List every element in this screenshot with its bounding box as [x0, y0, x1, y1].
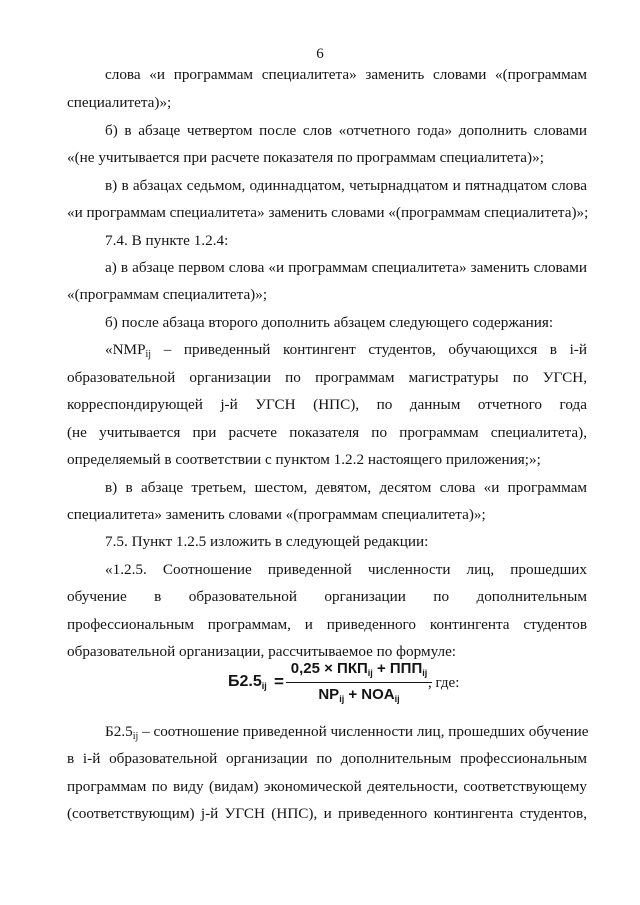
- formula-equals: =: [274, 672, 284, 691]
- paragraph-line: «(не учитывается при расчете показателя по программам специалитета)»;: [67, 149, 544, 166]
- formula-denominator: $NP_{ij} + NOA_{ij}$: [318, 686, 400, 704]
- paragraph-line: [105, 723, 587, 741]
- formula-b2-5: [228, 655, 488, 711]
- paragraph-line: определяемый в соответствии с пунктом 1.2.2 настоящего приложения;»;: [67, 451, 541, 468]
- paragraph-line: в) в абзаце третьем, шестом, девятом, десятом слова «и программам: [105, 479, 587, 496]
- paragraph-line: «и программам специалитета» заменить словами «(программам специалитета)»;: [67, 204, 589, 221]
- formula-lhs: $Б2.5_{ij}$: [228, 673, 267, 691]
- nmp-rest: – приведенный контингент студентов, обучающихся в i-й: [151, 341, 587, 358]
- paragraph-line: специалитета» заменить словами «(программам специалитета)»;: [67, 506, 486, 523]
- paragraph-line: б) в абзаце четвертом после слов «отчетного года» дополнить словами: [105, 122, 587, 139]
- paragraph-line: (не учитывается при расчете показателя по программам специалитета),: [67, 424, 587, 441]
- fraction-bar: [286, 682, 432, 683]
- paragraph-line: а) в абзаце первом слова «и программам специалитета» заменить словами: [105, 259, 587, 276]
- paragraph-line: [105, 341, 587, 359]
- paragraph-line: образовательной организации по программам магистратуры по УГСН,: [67, 369, 587, 386]
- paragraph-line: корреспондирующей j-й УГСН (НПС), по данным отчетного года: [67, 396, 587, 413]
- paragraph-line: «1.2.5. Соотношение приведенной численности лиц, прошедших: [105, 561, 587, 578]
- formula-tail: , где:: [428, 675, 460, 691]
- paragraph-line: профессиональным программам, и приведенного контингента студентов: [67, 616, 587, 633]
- formula-numerator: $0,25 \times ПКП_{ij} + ППП_{ij}$: [290, 660, 428, 678]
- b25-lead: Б2.5: [105, 723, 133, 740]
- paragraph-line: образовательной организации, рассчитываемое по формуле:: [67, 643, 457, 660]
- paragraph-line: «(программам специалитета)»;: [67, 286, 268, 303]
- paragraph-line: слова «и программам специалитета» заменить словами «(программам: [105, 66, 587, 83]
- page-number: 6: [316, 46, 324, 62]
- paragraph-line: (соответствующим) j-й УГСН (НПС), и приведенного контингента студентов,: [67, 805, 587, 822]
- paragraph-line: программам по виду (видам) экономической деятельности, соответствующему: [67, 778, 587, 795]
- b25-rest: – соотношение приведенной численности лиц, прошедших обучение: [138, 723, 589, 740]
- nmp-subscript: ij: [145, 349, 152, 360]
- nmp-lead: «NMP: [105, 341, 146, 358]
- paragraph-line: обучение в образовательной организации по дополнительным: [67, 588, 587, 605]
- b25-subscript: ij: [132, 731, 139, 742]
- paragraph-line: 7.4. В пункте 1.2.4:: [105, 232, 229, 249]
- paragraph-line: 7.5. Пункт 1.2.5 изложить в следующей редакции:: [105, 533, 429, 550]
- paragraph-line: специалитета)»;: [67, 94, 172, 111]
- paragraph-line: в) в абзацах седьмом, одиннадцатом, четырнадцатом и пятнадцатом слова: [105, 177, 587, 194]
- paragraph-line: в i-й образовательной организации по дополнительным профессиональным: [67, 750, 587, 767]
- paragraph-line: б) после абзаца второго дополнить абзацем следующего содержания:: [105, 314, 554, 331]
